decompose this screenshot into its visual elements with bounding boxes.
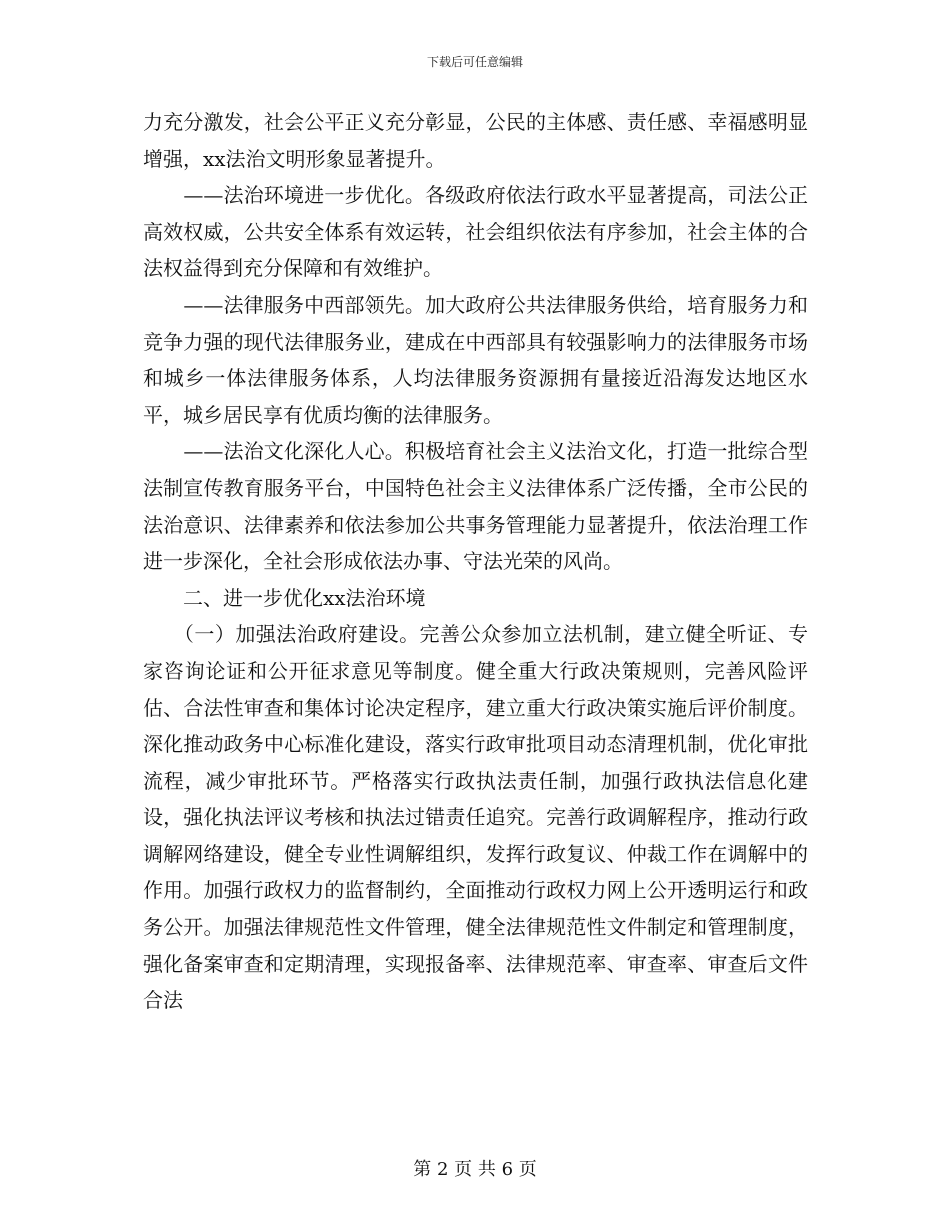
page-header-note: 下载后可任意编辑 xyxy=(426,55,523,69)
page-number: 第 2 页 共 6 页 xyxy=(413,1159,537,1180)
paragraph-intro-continuation: 力充分激发，社会公平正义充分彰显，公民的主体感、责任感、幸福感明显增强，xx法治文明形象显著提升。 xyxy=(143,110,808,171)
paragraph-legal-culture: ——法治文化深化人心。积极培育社会主义法治文化，打造一批综合型法制宣传教育服务平台，中国特色社会主义法律体系广泛传播，全市公民的法治意识、法律素养和依法参加公共事务管理能力显著提升，依法治理工作进一步深化，全社会形成依法办事、守法光荣的风尚。 xyxy=(143,439,808,574)
section-heading-2: 二、进一步优化xx法治环境 xyxy=(143,585,426,610)
paragraph-legal-environment: ——法治环境进一步优化。各级政府依法行政水平显著提高，司法公正高效权威，公共安全体系有效运转，社会组织依法有序参加，社会主体的合法权益得到充分保障和有效维护。 xyxy=(143,183,808,281)
paragraph-rule-of-law-government: （一）加强法治政府建设。完善公众参加立法机制，建立健全听证、专家咨询论证和公开征求意见等制度。健全重大行政决策规则，完善风险评估、合法性审查和集体讨论决定程序，建立重大行政决策实施后评价制度。深化推动政务中心标准化建设，落实行政审批项目动态清理机制，优化审批流程，减少审批环节。严格落实行政执法责任制，加强行政执法信息化建设，强化执法评议考核和执法过错责任追究。完善行政调解程序，推动行政调解网络建设，健全专业性调解组织，发挥行政复议、仲裁工作在调解中的作用。加强行政权力的监督制约，全面推动行政权力网上公开透明运行和政务公开。加强法律规范性文件管理，健全法律规范性文件制定和管理制度，强化备案审查和定期清理，实现报备率、法律规范率、审查率、审查后文件合法 xyxy=(143,622,808,1013)
document-body xyxy=(143,104,808,1019)
paragraph-legal-services: ——法律服务中西部领先。加大政府公共法律服务供给，培育服务力和竞争力强的现代法律服务业，建成在中西部具有较强影响力的法律服务市场和城乡一体法律服务体系，人均法律服务资源拥有量接近沿海发达地区水平，城乡居民享有优质均衡的法律服务。 xyxy=(143,292,808,427)
